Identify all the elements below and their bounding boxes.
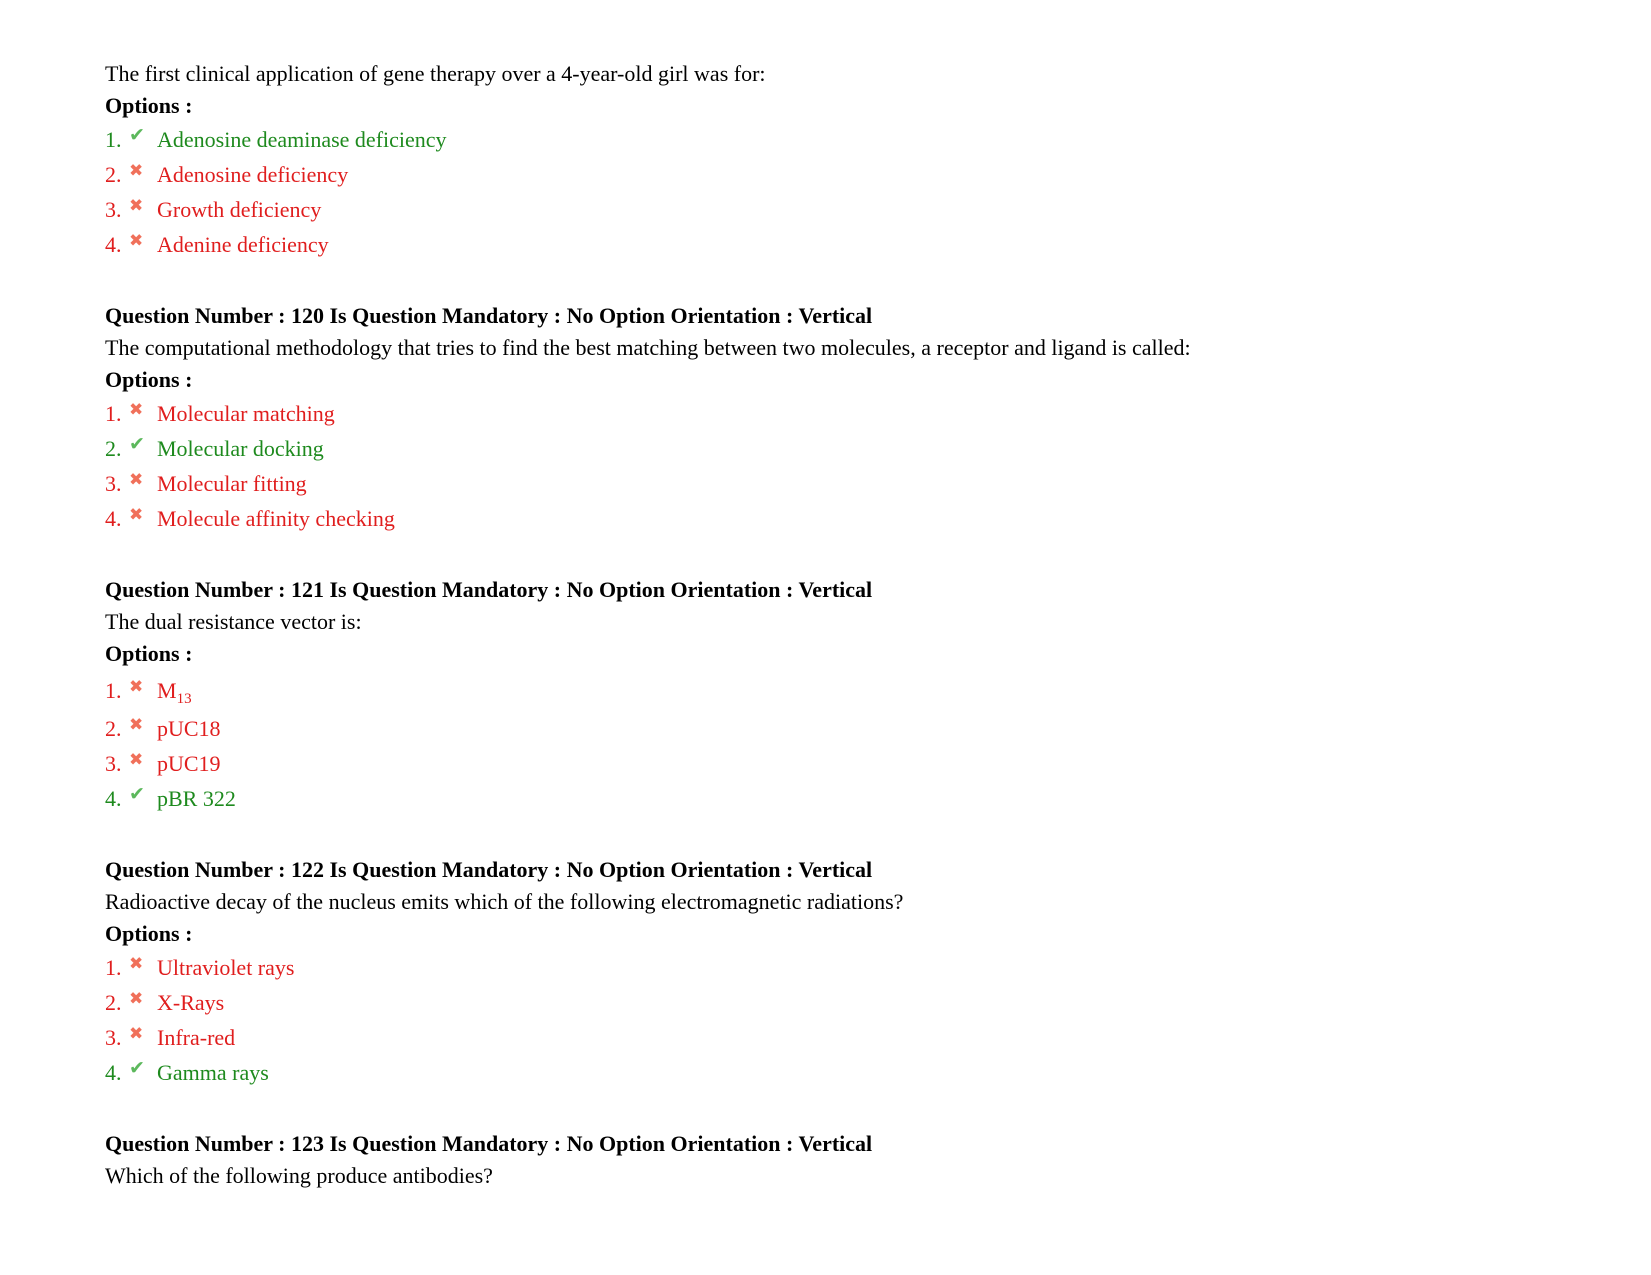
option-119-1	[105, 122, 1585, 157]
option-number: 4.	[105, 232, 122, 257]
option-number: 4.	[105, 786, 122, 811]
cross-icon: ✖	[129, 196, 144, 216]
option-number: 3.	[105, 471, 122, 496]
option-119-4	[105, 227, 1585, 262]
options-label: Options :	[105, 93, 193, 118]
cross-icon: ✖	[129, 231, 144, 251]
question-text-123: Which of the following produce antibodies?	[105, 1163, 493, 1188]
question-text-119: The first clinical application of gene therapy over a 4-year-old girl was for:	[105, 61, 766, 86]
question-header-122: Question Number : 122 Is Question Mandatory : No Option Orientation : Vertical	[105, 857, 873, 882]
option-120-3	[105, 466, 1585, 501]
option-text: X-Rays	[157, 990, 225, 1015]
option-text: Molecule affinity checking	[157, 506, 395, 531]
options-label: Options :	[105, 367, 193, 392]
option-122-1	[105, 950, 1585, 985]
option-number: 2.	[105, 162, 122, 187]
cross-icon: ✖	[129, 715, 144, 735]
option-text: Infra-red	[157, 1025, 236, 1050]
option-number: 4.	[105, 1060, 122, 1085]
question-header-120: Question Number : 120 Is Question Mandatory : No Option Orientation : Vertical	[105, 303, 873, 328]
option-text: Molecular fitting	[157, 471, 307, 496]
check-icon: ✔	[129, 433, 145, 455]
option-number: 2.	[105, 716, 122, 741]
option-122-2	[105, 985, 1585, 1020]
option-120-1	[105, 396, 1585, 431]
check-icon: ✔	[129, 1057, 145, 1079]
options-label: Options :	[105, 921, 193, 946]
option-text: Gamma rays	[157, 1060, 269, 1085]
option-text: M	[157, 678, 177, 703]
option-number: 1.	[105, 401, 122, 426]
question-text-121: The dual resistance vector is:	[105, 609, 362, 634]
option-121-3	[105, 746, 1585, 781]
option-121-1	[105, 670, 1585, 711]
option-119-3	[105, 192, 1585, 227]
document-page	[105, 58, 1585, 1192]
cross-icon: ✖	[129, 750, 144, 770]
option-text: pBR 322	[157, 786, 236, 811]
cross-icon: ✖	[129, 677, 144, 697]
option-text: Adenine deficiency	[157, 232, 329, 257]
question-header-123: Question Number : 123 Is Question Mandatory : No Option Orientation : Vertical	[105, 1131, 873, 1156]
option-number: 3.	[105, 1025, 122, 1050]
option-text: Molecular docking	[157, 436, 324, 461]
option-number: 4.	[105, 506, 122, 531]
option-subscript: 13	[176, 691, 192, 707]
cross-icon: ✖	[129, 400, 144, 420]
cross-icon: ✖	[129, 954, 144, 974]
check-icon: ✔	[129, 783, 145, 805]
check-icon: ✔	[129, 124, 145, 146]
option-text: Growth deficiency	[157, 197, 322, 222]
option-text: Ultraviolet rays	[157, 955, 295, 980]
option-120-4	[105, 501, 1585, 536]
cross-icon: ✖	[129, 470, 144, 490]
option-number: 2.	[105, 990, 122, 1015]
cross-icon: ✖	[129, 505, 144, 525]
option-number: 1.	[105, 127, 122, 152]
option-text: pUC18	[157, 716, 221, 741]
option-text: Adenosine deaminase deficiency	[157, 127, 447, 152]
question-text-122: Radioactive decay of the nucleus emits which of the following electromagnetic radiations?	[105, 889, 904, 914]
option-text: Molecular matching	[157, 401, 335, 426]
option-120-2	[105, 431, 1585, 466]
option-122-4	[105, 1055, 1585, 1090]
option-number: 3.	[105, 751, 122, 776]
option-119-2	[105, 157, 1585, 192]
option-number: 3.	[105, 197, 122, 222]
option-text: pUC19	[157, 751, 221, 776]
cross-icon: ✖	[129, 1024, 144, 1044]
option-text: Adenosine deficiency	[157, 162, 349, 187]
question-text-120: The computational methodology that tries to find the best matching between two molecules, a receptor and ligand is called:	[105, 335, 1191, 360]
cross-icon: ✖	[129, 989, 144, 1009]
option-number: 1.	[105, 955, 122, 980]
option-number: 2.	[105, 436, 122, 461]
option-121-2	[105, 711, 1585, 746]
option-122-3	[105, 1020, 1585, 1055]
options-label: Options :	[105, 641, 193, 666]
option-121-4	[105, 781, 1585, 816]
option-number: 1.	[105, 678, 122, 703]
cross-icon: ✖	[129, 161, 144, 181]
question-header-121: Question Number : 121 Is Question Mandatory : No Option Orientation : Vertical	[105, 577, 873, 602]
